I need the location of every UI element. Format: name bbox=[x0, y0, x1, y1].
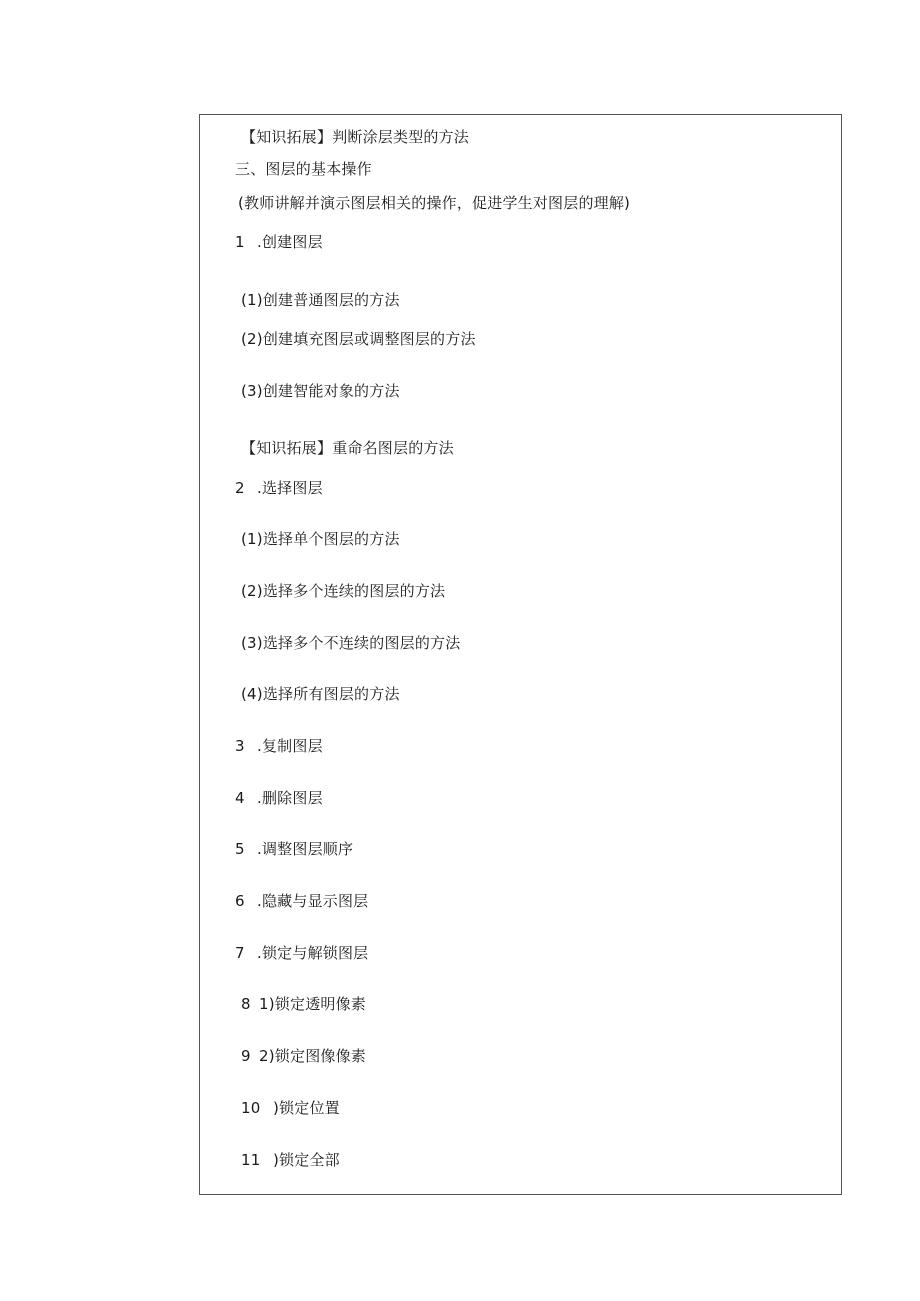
subitem-select-all-layers: (4)选择所有图层的方法 bbox=[241, 685, 400, 703]
item-label: .隐藏与显示图层 bbox=[257, 892, 369, 910]
item-number: 10 bbox=[241, 1099, 261, 1117]
item-label: 2)锁定图像像素 bbox=[259, 1047, 366, 1065]
item-number: 6 bbox=[235, 892, 245, 910]
item-label: .选择图层 bbox=[257, 479, 323, 497]
item-10-lock-position bbox=[241, 1098, 340, 1118]
item-6-hide-show-layer bbox=[235, 891, 368, 911]
item-7-lock-unlock-layer bbox=[235, 943, 368, 963]
item-number: 3 bbox=[235, 737, 245, 755]
item-label: 1)锁定透明像素 bbox=[259, 995, 366, 1013]
item-number: 11 bbox=[241, 1151, 261, 1169]
section-heading-layer-basics: 三、图层的基本操作 bbox=[235, 160, 372, 178]
knowledge-extension-coating-types: 【知识拓展】判断涂层类型的方法 bbox=[241, 128, 470, 146]
subitem-select-single-layer: (1)选择单个图层的方法 bbox=[241, 530, 400, 548]
item-number: 4 bbox=[235, 789, 245, 807]
item-label: .创建图层 bbox=[257, 233, 323, 251]
item-number: 1 bbox=[235, 233, 245, 251]
content-frame bbox=[199, 114, 842, 1195]
item-2-select-layer bbox=[235, 478, 323, 498]
knowledge-extension-rename-layer: 【知识拓展】重命名图层的方法 bbox=[241, 439, 454, 457]
item-3-duplicate-layer bbox=[235, 736, 323, 756]
subitem-create-fill-adjustment-layer: (2)创建填充图层或调整图层的方法 bbox=[241, 330, 476, 348]
item-label: )锁定全部 bbox=[273, 1151, 340, 1169]
item-number: 8 bbox=[241, 995, 251, 1013]
item-number: 7 bbox=[235, 944, 245, 962]
item-8-lock-transparent-pixels bbox=[241, 994, 366, 1014]
item-4-delete-layer bbox=[235, 788, 323, 808]
item-label: .锁定与解锁图层 bbox=[257, 944, 369, 962]
item-9-lock-image-pixels bbox=[241, 1046, 366, 1066]
item-label: )锁定位置 bbox=[273, 1099, 340, 1117]
subitem-create-normal-layer: (1)创建普通图层的方法 bbox=[241, 291, 400, 309]
subitem-select-noncontiguous-layers: (3)选择多个不连续的图层的方法 bbox=[241, 634, 461, 652]
item-11-lock-all bbox=[241, 1150, 340, 1170]
item-number: 5 bbox=[235, 840, 245, 858]
item-label: .调整图层顺序 bbox=[257, 840, 354, 858]
item-5-reorder-layers bbox=[235, 839, 353, 859]
item-1-create-layer bbox=[235, 232, 323, 252]
subitem-select-contiguous-layers: (2)选择多个连续的图层的方法 bbox=[241, 582, 446, 600]
subitem-create-smart-object: (3)创建智能对象的方法 bbox=[241, 382, 400, 400]
item-number: 2 bbox=[235, 479, 245, 497]
item-label: .复制图层 bbox=[257, 737, 323, 755]
item-label: .删除图层 bbox=[257, 789, 323, 807]
item-number: 9 bbox=[241, 1047, 251, 1065]
teacher-note: (教师讲解并演示图层相关的操作，促进学生对图层的理解) bbox=[238, 194, 631, 212]
